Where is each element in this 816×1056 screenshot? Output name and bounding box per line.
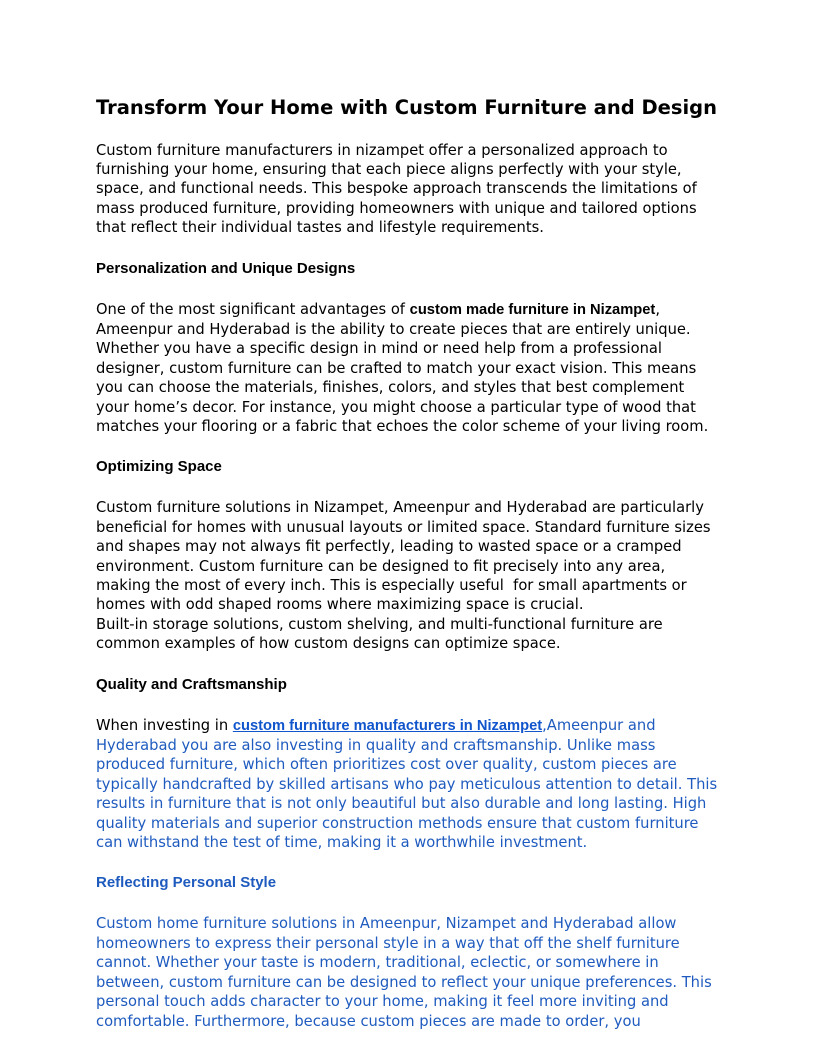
document-body (96, 96, 720, 1031)
quality-text-before: When investing in (96, 716, 233, 734)
custom-furniture-manufacturers-link[interactable]: custom furniture manufacturers in Nizampet (232, 717, 543, 734)
personalization-text-after: , Ameenpur and Hyderabad is the ability to create pieces that are entirely unique. Whether you have a specific design in mind or need help from a professional designer, custom furniture can be crafted to match your exact vision. This means you can choose the materials, finishes, colors, and styles that best complement your home’s decor. For instance, you might choose a particular type of wood that matches your flooring or a fabric that echoes the color scheme of your living room. (96, 300, 709, 435)
section-heading-quality: Quality and Craftsmanship (96, 675, 287, 693)
personalization-text-before: One of the most significant advantages of (96, 300, 410, 318)
personalization-bold-phrase: custom made furniture in Nizampet (409, 301, 656, 318)
section-heading-personal-style: Reflecting Personal Style (96, 874, 277, 892)
section-heading-personalization: Personalization and Unique Designs (96, 259, 356, 277)
optimizing-space-paragraph-2: Built-in storage solutions, custom shelving, and multi-functional furniture are common examples of how custom designs can optimize space. (96, 615, 663, 653)
page-title: Transform Your Home with Custom Furniture and Design (96, 96, 717, 119)
personal-style-paragraph: Custom home furniture solutions in Ameenpur, Nizampet and Hyderabad allow homeowners to express their personal style in a way that off the shelf furniture cannot. Whether your taste is modern, traditional, eclectic, or somewhere in between, custom furniture can be designed to reflect your unique preferences. This personal touch adds character to your home, making it feel more inviting and comfortable. Furthermore, because custom pieces are made to order, you (96, 915, 712, 1030)
personalization-paragraph (96, 300, 720, 437)
section-heading-optimizing-space: Optimizing Space (96, 458, 222, 476)
optimizing-space-paragraph: Custom furniture solutions in Nizampet, Ameenpur and Hyderabad are particularly beneficial for homes with unusual layouts or limited space. Standard furniture sizes and shapes may not always fit perfectly, leading to wasted space or a cramped environment. Custom furniture can be designed to fit precisely into any area, making the most of every inch. This is especially useful for small apartments or homes with odd shaped rooms where maximizing space is crucial. (96, 499, 716, 614)
quality-text-after: ,Ameenpur and Hyderabad you are also investing in quality and craftsmanship. Unlike mass produced furniture, which often prioritizes cost over quality, custom pieces are typically handcrafted by skilled artisans who pay meticulous attention to detail. This results in furniture that is not only beautiful but also durable and long lasting. High quality materials and superior construction methods ensure that custom furniture can withstand the test of time, making it a worthwhile investment. (96, 716, 718, 852)
quality-paragraph (96, 716, 720, 853)
intro-paragraph: Custom furniture manufacturers in nizampet offer a personalized approach to furnishing your home, ensuring that each piece aligns perfectly with your style, space, and functional needs. This bespoke approach transcends the limitations of mass produced furniture, providing homeowners with unique and tailored options that reflect their individual tastes and lifestyle requirements. (96, 141, 697, 237)
